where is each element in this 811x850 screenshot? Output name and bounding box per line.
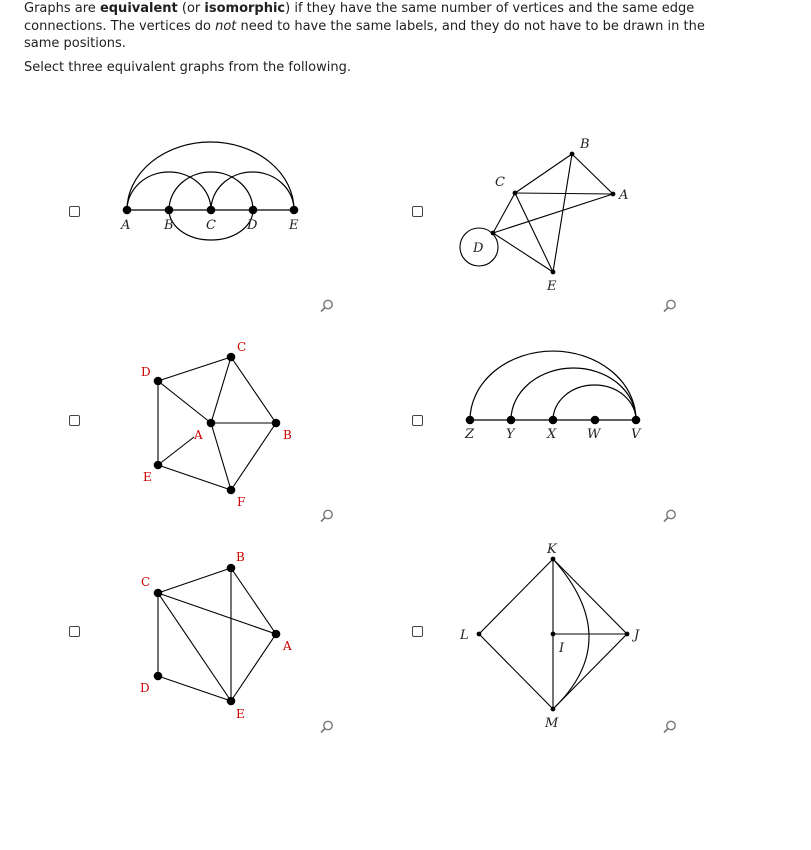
vertex-label: A: [619, 188, 629, 203]
vertex-label: E: [236, 707, 245, 721]
vertex-label: A: [194, 428, 203, 442]
vertex-label: C: [141, 575, 151, 589]
vertex-label: I: [559, 641, 565, 656]
vertex-label: B: [283, 428, 292, 442]
vertex-label: K: [547, 542, 557, 557]
vertex-label: D: [140, 681, 150, 695]
vertex-label: D: [473, 241, 484, 256]
vertex-label: C: [206, 218, 216, 233]
term-isomorphic: isomorphic: [204, 1, 286, 16]
vertex-label: B: [164, 218, 174, 233]
vertex-label: F: [237, 495, 246, 509]
vertex-label: V: [631, 427, 641, 442]
vertex-label: A: [283, 639, 292, 653]
vertex-label: E: [289, 218, 299, 233]
emphasis-not: not: [215, 18, 237, 34]
vertex-label: B: [236, 550, 245, 564]
vertex-label: M: [545, 716, 559, 731]
vertex-label: D: [247, 218, 258, 233]
vertex-label: C: [237, 340, 247, 354]
vertex-label: Y: [506, 427, 515, 442]
vertex-label: W: [587, 427, 601, 442]
vertex-label: D: [141, 365, 151, 379]
term-equivalent: equivalent: [99, 1, 178, 16]
vertex-label: A: [121, 218, 131, 233]
instruction-paragraph: Select three equivalent graphs from the following.: [24, 59, 351, 75]
vertex-label: E: [547, 279, 557, 294]
vertex-label: J: [634, 628, 640, 643]
vertex-label: E: [143, 470, 152, 484]
vertex-label: L: [460, 628, 469, 643]
vertex-label: B: [580, 137, 590, 152]
vertex-label: Z: [465, 427, 475, 442]
vertex-label: C: [495, 175, 505, 190]
definition-paragraph: Graphs are equivalent (or isomorphic) if they have the same number of vertices and the same edge connections. The vertices do not need to have the same labels, and they do not have to be drawn in the same positions.: [24, 1, 705, 51]
vertex-label: X: [547, 427, 557, 442]
